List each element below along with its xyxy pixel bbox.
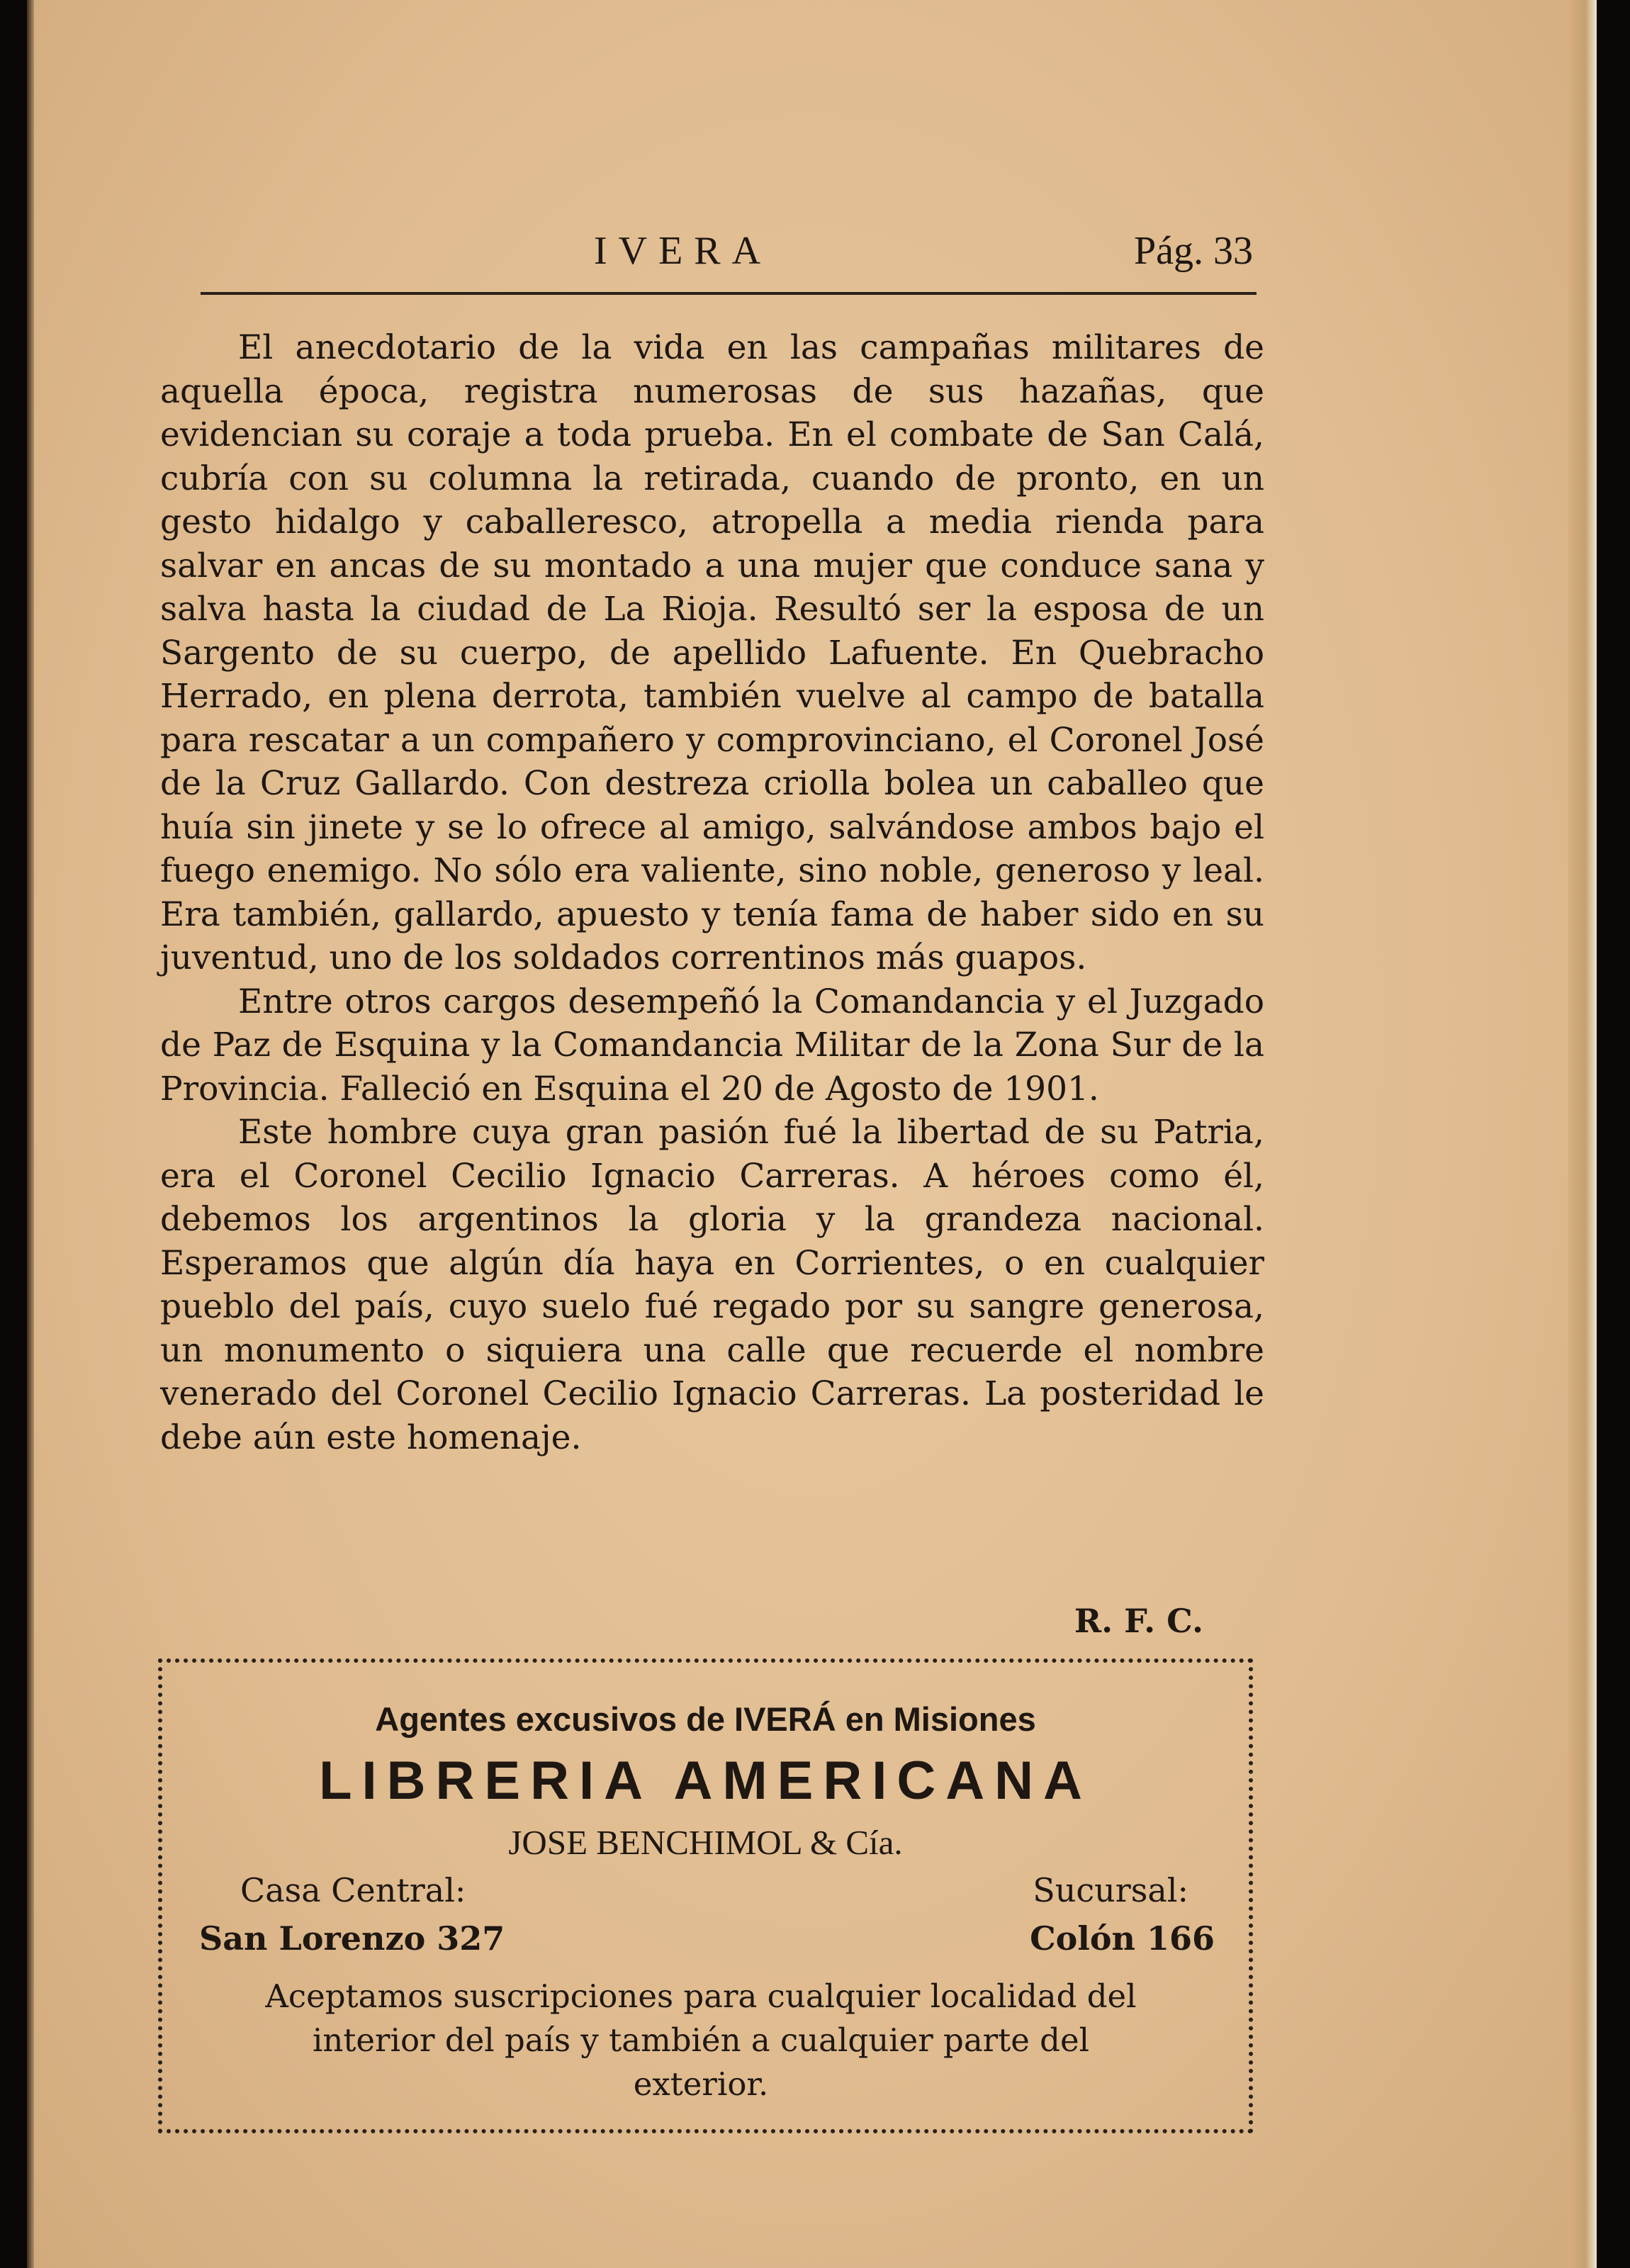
article-paragraph: Entre otros cargos desempeñó la Comandancia y el Juzgado de Paz de Esquina y la Comandancia Militar de la Zona Sur de la Provincia. Falleció en Esquina el 20 de Agosto de 1901.	[160, 982, 1264, 1108]
ad-branch-address: Colón 166	[1030, 1919, 1215, 1958]
magazine-title: IVERA	[594, 229, 772, 273]
bookstore-advertisement	[158, 1658, 1253, 2133]
ad-store-name: LIBRERIA AMERICANA	[319, 1751, 1092, 1811]
article-paragraph: El anecdotario de la vida en las campañas militares de aquella época, registra numerosas de sus hazañas, que evidencian su coraje a toda prueba. En el combate de San Calá, cubría con su columna la retirada, cuando de pronto, en un gesto hidalgo y caballeresco, atropella a media rienda para salvar en ancas de su montado a una mujer que conduce sana y salva hasta la ciudad de La Rioja. Resultó ser la esposa de un Sargento de su cuerpo, de apellido Lafuente. En Quebracho Herrado, en plena derrota, también vuelve al campo de batalla para rescatar a un compañero y comprovinciano, el Coronel José de la Cruz Gallardo. Con destreza criolla bolea un caballeo que huía sin jinete y se lo ofrece al amigo, salvándose ambos bajo el fuego enemigo. No sólo era valiente, sino noble, generoso y leal. Era también, gallardo, apuesto y tenía fama de haber sido en su juventud, uno de los soldados correntinos más guapos.	[160, 328, 1264, 977]
ad-description: Aceptamos suscripciones para cualquier localidad del interior del país y también a cualquier parte del exterior.	[265, 1977, 1137, 2103]
page-right-edge	[1568, 0, 1597, 2268]
page-number: Pág. 33	[1134, 229, 1253, 273]
author-signature: R. F. C.	[1074, 1602, 1203, 1640]
page-binding-edge	[27, 0, 34, 2268]
article-paragraph: Este hombre cuya gran pasión fué la libertad de su Patria, era el Coronel Cecilio Ignacio Carreras. A héroes como él, debemos los argentinos la gloria y la grandeza nacional. Esperamos que algún día haya en Corrientes, o en cualquier pueblo del país, cuyo suelo fué regado por su sangre generosa, un monumento o siquiera una calle que recuerde el nombre venerado del Coronel Cecilio Ignacio Carreras. La posteridad le debe aún este homenaje.	[160, 1113, 1264, 1457]
ad-owner: JOSE BENCHIMOL & Cía.	[508, 1823, 903, 1862]
header-divider	[201, 292, 1257, 295]
ad-main-office-label: Casa Central:	[240, 1871, 466, 1909]
ad-branch-label: Sucursal:	[1033, 1871, 1188, 1909]
magazine-page	[27, 0, 1597, 2268]
page-header	[147, 225, 1253, 282]
article-body	[160, 326, 1264, 1459]
ad-agents-line: Agentes excusivos de IVERÁ en Misiones	[375, 1700, 1036, 1738]
ad-main-office-address: San Lorenzo 327	[199, 1919, 505, 1958]
